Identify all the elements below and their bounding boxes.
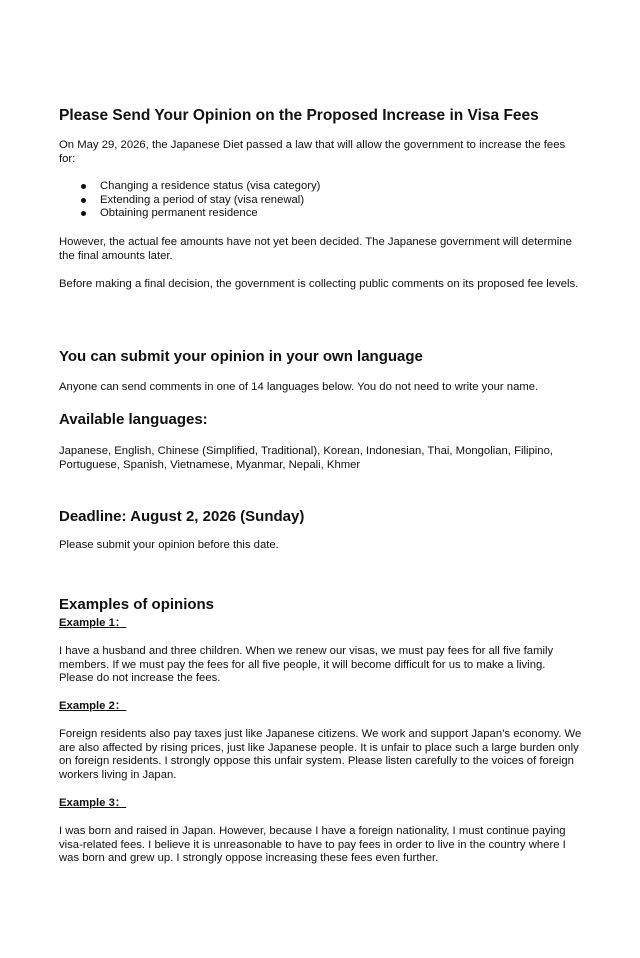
- example-2-label: Example 2：: [59, 700, 127, 712]
- deadline-text: Please submit your opinion before this date.: [59, 539, 279, 551]
- example-1-text: I have a husband and three children. When we renew our visas, we must pay fees for all five family members. If we must pay the fees for all five people, it will become difficult for us to make a living. Please do not increase the fees.: [59, 645, 554, 684]
- example-3-text: I was born and raised in Japan. However, because I have a foreign nationality, I must continue paying visa-related fees. I believe it is unreasonable to have to pay fees in order to live in the country where I was born and grew up. I strongly oppose increasing these fees even further.: [59, 825, 566, 864]
- examples-heading: Examples of opinions: [59, 596, 215, 613]
- example-1-label: Example 1：: [59, 617, 127, 629]
- languages-list: Japanese, English, Chinese (Simplified, Traditional), Korean, Indonesian, Thai, Mongolian, Filipino, Portuguese, Spanish, Vietnamese, Myanmar, Nepali, Khmer: [59, 445, 553, 471]
- deadline-heading: Deadline: August 2, 2026 (Sunday): [59, 508, 305, 525]
- list-item: Changing a residence status (visa category): [59, 180, 583, 194]
- example-2-text: Foreign residents also pay taxes just like Japanese citizens. We work and support Japan’s economy. We are also affected by rising prices, just like Japanese people. It is unfair to place such a large burden only on foreign residents. I strongly oppose this unfair system. Please listen carefully to the voices of foreign workers living in Japan.: [59, 728, 582, 781]
- submit-heading: You can submit your opinion in your own language: [59, 348, 423, 365]
- page-title: Please Send Your Opinion on the Proposed Increase in Visa Fees: [59, 107, 539, 124]
- amounts-paragraph: However, the actual fee amounts have not yet been decided. The Japanese government will determine the final amounts later.: [59, 236, 572, 262]
- fee-items-list: [59, 180, 583, 221]
- intro-paragraph: On May 29, 2026, the Japanese Diet passed a law that will allow the government to increase the fees for:: [59, 139, 566, 165]
- comments-paragraph: Before making a final decision, the government is collecting public comments on its proposed fee levels.: [59, 278, 579, 290]
- languages-heading: Available languages:: [59, 411, 208, 428]
- list-item: Obtaining permanent residence: [59, 207, 583, 221]
- submit-text: Anyone can send comments in one of 14 languages below. You do not need to write your name.: [59, 381, 539, 393]
- list-item: Extending a period of stay (visa renewal): [59, 194, 583, 208]
- example-3-label: Example 3：: [59, 797, 127, 809]
